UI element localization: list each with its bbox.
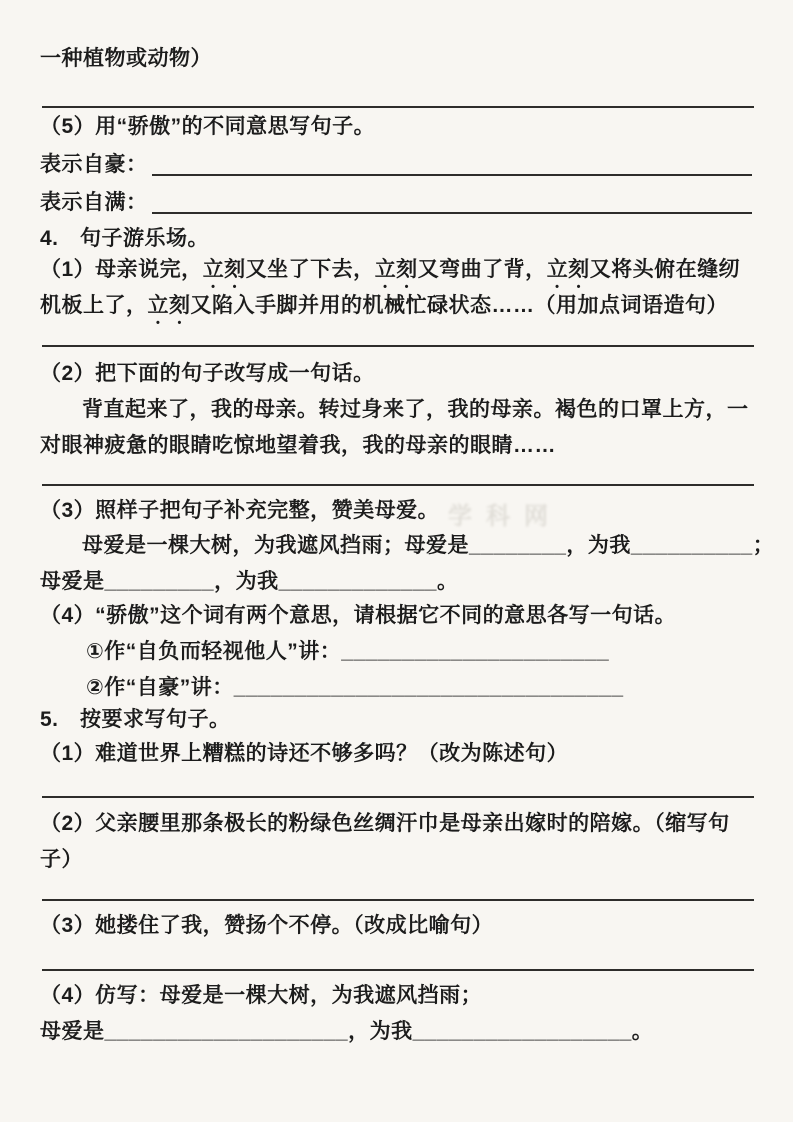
answer-line-1 [42, 106, 754, 108]
q3-5-pride-row [40, 150, 754, 180]
q4-1-emphasized-word-3: 立刻 [546, 258, 590, 281]
q4-1-line2 [40, 291, 728, 329]
q3-5-conceit-blank [152, 212, 753, 214]
q5-2-title-line2: 子） [40, 848, 83, 871]
q3-5-conceit-label: 表示自满： [40, 191, 148, 214]
site-watermark: 学科网 [448, 503, 562, 530]
answer-line-2 [42, 345, 754, 347]
q4-heading: 4. 句子游乐场。 [40, 227, 210, 250]
q5-3-title: （3）她搂住了我，赞扬个不停。（改成比喻句） [40, 914, 494, 937]
q5-4-title: （4）仿写：母爱是一棵大树，为我遮风挡雨； [40, 984, 483, 1007]
q4-4-title: （4）“骄傲”这个词有两个意思，请根据它不同的意思各写一句话。 [40, 604, 677, 627]
answer-line-3 [42, 484, 754, 486]
q4-1-seg2: 又坐了下去， [245, 258, 375, 281]
q4-2-title: （2）把下面的句子改写成一句话。 [40, 362, 375, 385]
q4-1-seg6: 又陷入手脚并用的机械忙碌状态……（用加点词语造句） [190, 294, 728, 317]
q4-2-passage-line1: 背直起来了，我的母亲。转过身来了，我的母亲。褐色的口罩上方，一 [82, 398, 749, 421]
q3-5-title: （5）用“骄傲”的不同意思写句子。 [40, 115, 376, 138]
q4-1-seg3: 又弯曲了背， [417, 258, 547, 281]
answer-line-4 [42, 796, 754, 798]
q3-5-pride-label: 表示自豪： [40, 153, 148, 176]
q4-3-fill-line1: 母爱是一棵大树，为我遮风挡雨；母爱是________，为我__________； [82, 534, 775, 557]
q4-1-line1 [40, 255, 740, 293]
q4-3-title: （3）照样子把句子补充完整，赞美母爱。 [40, 499, 440, 522]
q5-2-title-line1: （2）父亲腰里那条极长的粉绿色丝绸汗巾是母亲出嫁时的陪嫁。（缩写句 [40, 812, 730, 835]
answer-line-6 [42, 969, 754, 971]
q4-1-seg5: 机板上了， [40, 294, 148, 317]
q4-1-emphasized-word-2: 立刻 [374, 258, 418, 281]
q4-3-fill-line2: 母爱是_________，为我_____________。 [40, 570, 459, 593]
q4-1-emphasized-word-1: 立刻 [202, 258, 246, 281]
q3-5-conceit-row [40, 188, 754, 218]
q4-4-option1: ①作“自负而轻视他人”讲：______________________ [86, 640, 610, 663]
q3-5-pride-blank [152, 174, 753, 176]
q4-4-option2: ②作“自豪”讲：________________________________ [86, 676, 624, 699]
q4-1-seg1: （1）母亲说完， [40, 258, 203, 281]
q5-1-title: （1）难道世界上糟糕的诗还不够多吗？（改为陈述句） [40, 742, 569, 765]
carryover-text: 一种植物或动物） [40, 47, 212, 70]
q5-heading: 5. 按要求写句子。 [40, 708, 231, 731]
q4-2-passage-line2: 对眼神疲惫的眼睛吃惊地望着我，我的母亲的眼睛…… [40, 434, 556, 457]
q4-1-seg4: 又将头俯在缝纫 [589, 258, 741, 281]
answer-line-5 [42, 899, 754, 901]
q4-1-emphasized-word-4: 立刻 [147, 294, 191, 317]
q5-4-fill-line: 母爱是____________________，为我__________________。 [40, 1020, 654, 1043]
